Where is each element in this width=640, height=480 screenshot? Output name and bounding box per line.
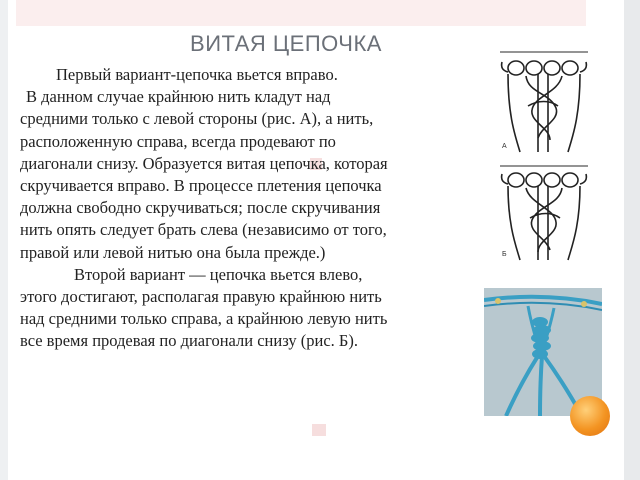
text-line: все время продевая по диагонали снизу (рис. Б).	[20, 331, 358, 351]
decorative-orange-circle	[570, 396, 610, 436]
text-line: Второй вариант — цепочка вьется влево,	[74, 264, 363, 284]
text-line: диагонали снизу. Образуется витая цепочка, которая	[20, 153, 388, 173]
body-text	[20, 64, 490, 353]
text-line: должна свободно скручиваться; после скручивания	[20, 198, 381, 218]
text-line: этого достигают, располагая правую крайнюю нить	[20, 287, 382, 307]
text-line: нить опять следует брать слева (независимо от того,	[20, 220, 387, 240]
top-decorative-band	[16, 0, 586, 26]
left-frame-border	[0, 0, 8, 480]
figure-a-label: А	[502, 143, 507, 150]
text-line: правой или левой нитью она была прежде.)	[20, 242, 326, 262]
slide-title: ВИТАЯ ЦЕПОЧКА	[190, 31, 382, 56]
figure-b-label: Б	[502, 251, 507, 258]
text-line: над средними только справа, а крайнюю левую нить	[20, 309, 388, 329]
text-line: расположенную справа, всегда продевают по	[20, 131, 336, 151]
knot-diagram-a	[498, 48, 590, 156]
decorative-square	[312, 424, 326, 436]
text-line: Первый вариант-цепочка вьется вправо.	[56, 65, 338, 84]
knot-diagram-b	[498, 162, 590, 262]
text-line: В данном случае крайнюю нить кладут над	[26, 87, 331, 107]
text-line: средними только с левой стороны (рис. А), а нить,	[20, 109, 374, 129]
right-frame-border	[624, 0, 640, 480]
text-line: скручивается вправо. В процессе плетения цепочка	[20, 176, 382, 196]
